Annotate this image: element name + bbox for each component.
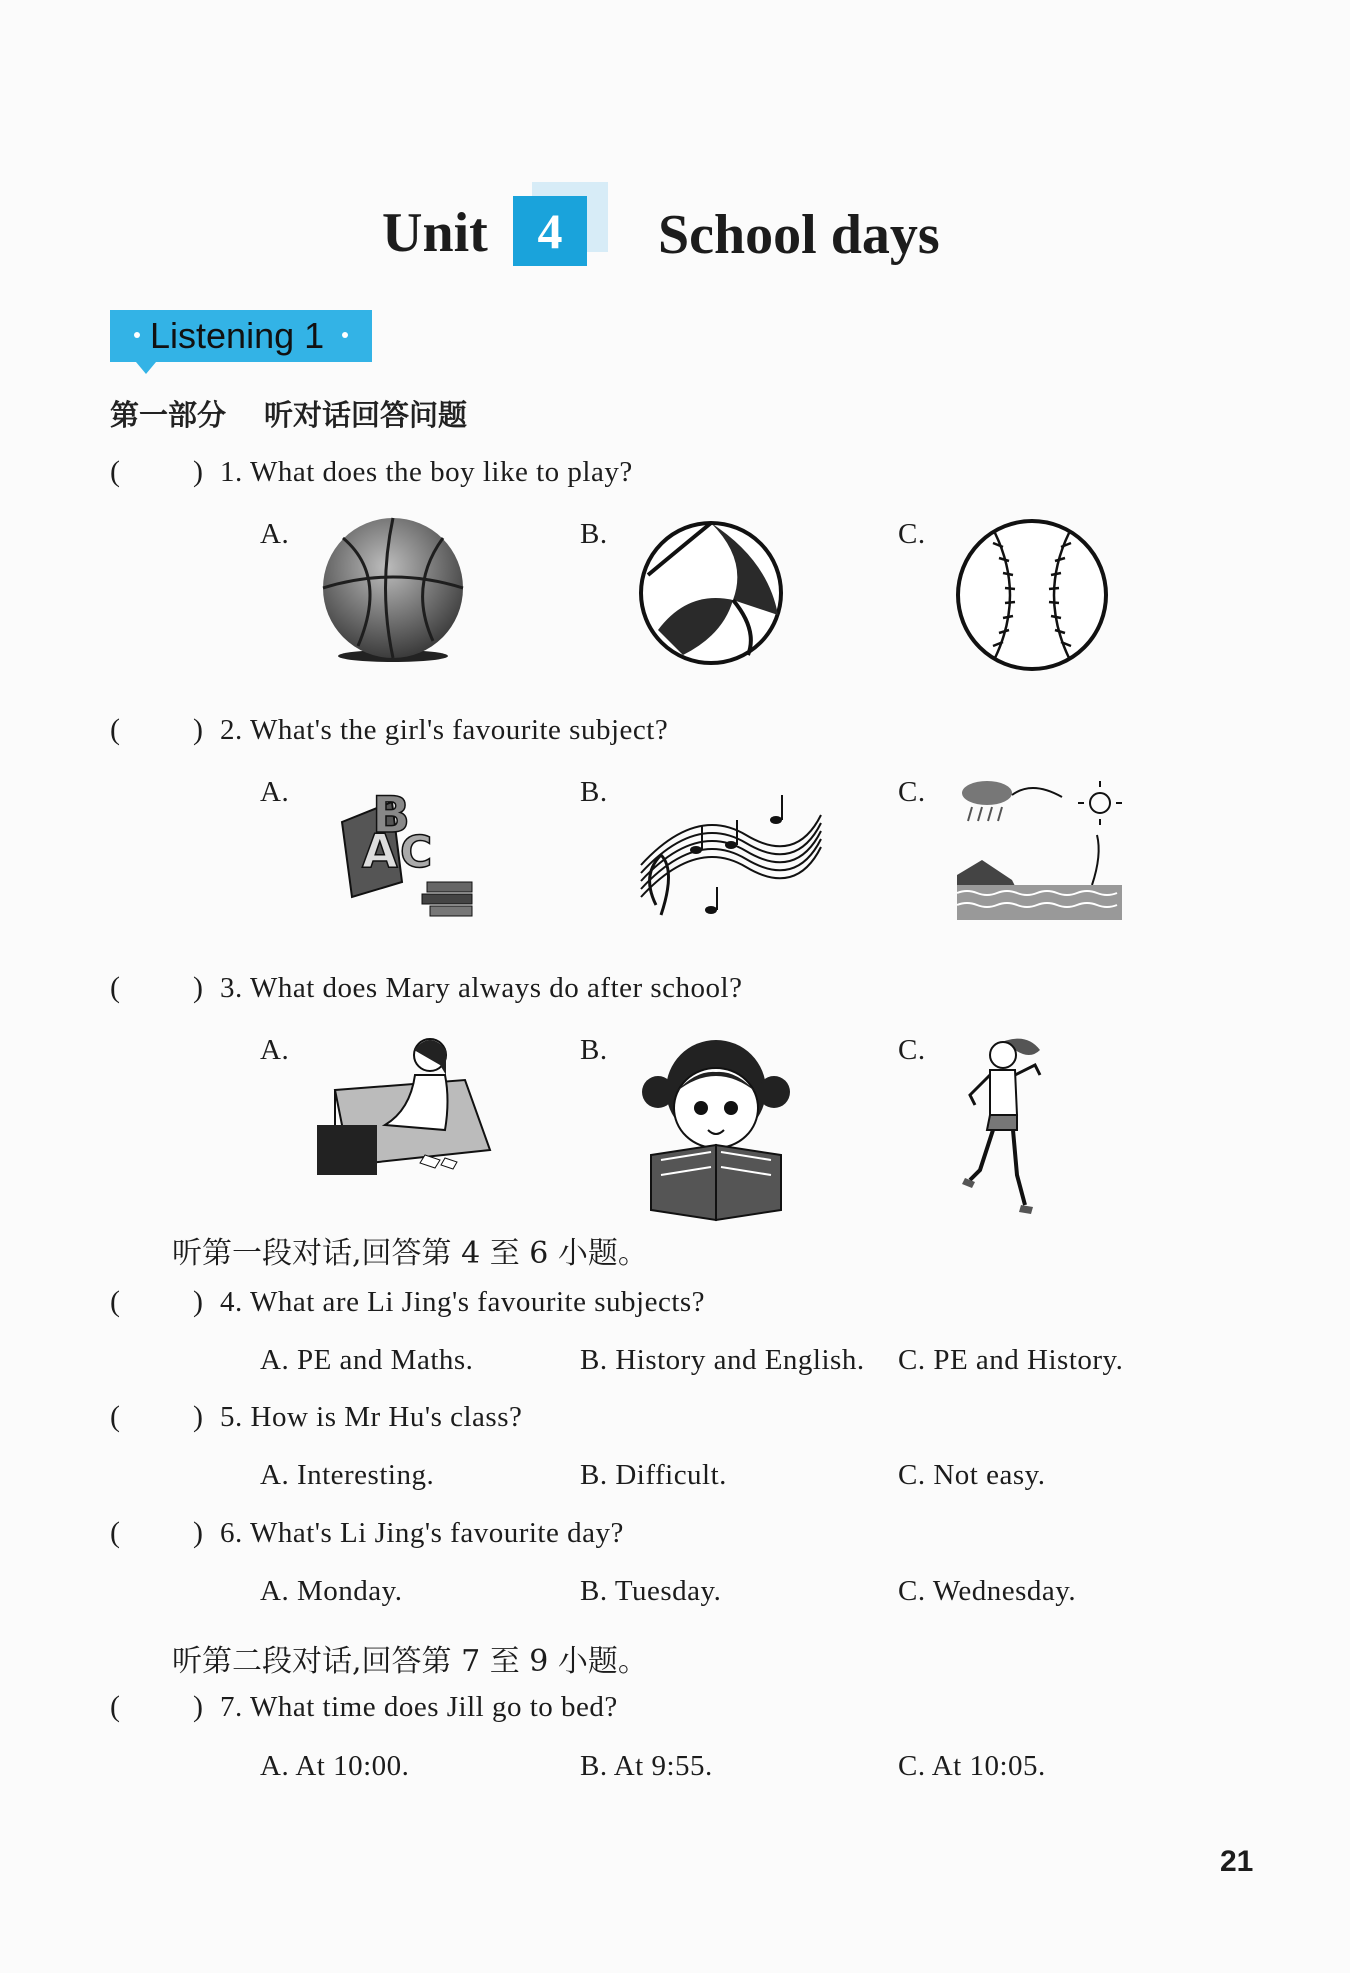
question-text: 2. What's the girl's favourite subject? <box>220 714 669 746</box>
question-text: 5. How is Mr Hu's class? <box>220 1401 523 1433</box>
dialogue-1-instruction: 听第一段对话,回答第 4 至 6 小题。 <box>172 1236 648 1271</box>
option-letter-b: B. <box>580 776 608 808</box>
section-heading <box>110 393 467 434</box>
unit-word: Unit <box>382 202 488 264</box>
answer-paren-close: ) <box>193 1400 203 1433</box>
answer-blank-4[interactable] <box>128 1282 188 1322</box>
girl-watching-tv-icon <box>315 1030 500 1175</box>
unit-number-badge: 4 <box>513 196 587 266</box>
answer-blank-6[interactable] <box>128 1513 188 1553</box>
option-letter-c: C. <box>898 1034 926 1066</box>
question-text: 6. What's Li Jing's favourite day? <box>220 1517 624 1549</box>
option-letter-b: B. <box>580 518 608 550</box>
option-letter-a: A. <box>260 518 290 550</box>
option-a[interactable]: A. Interesting. <box>260 1459 435 1491</box>
water-cycle-icon <box>952 775 1122 920</box>
tag-dot-left <box>134 332 140 338</box>
answer-paren-open: ( <box>110 1516 120 1549</box>
option-b[interactable]: B. Tuesday. <box>580 1575 722 1607</box>
answer-blank-7[interactable] <box>128 1687 188 1727</box>
answer-blank-2[interactable] <box>128 710 188 750</box>
answer-paren-close: ) <box>193 455 203 488</box>
option-letter-a: A. <box>260 776 290 808</box>
option-letter-a: A. <box>260 1034 290 1066</box>
answer-paren-close: ) <box>193 1516 203 1549</box>
basketball-icon <box>318 516 468 666</box>
answer-paren-open: ( <box>110 1400 120 1433</box>
girl-reading-book-icon <box>636 1030 796 1220</box>
answer-paren-close: ) <box>193 1690 203 1723</box>
answer-paren-open: ( <box>110 971 120 1004</box>
answer-paren-close: ) <box>193 971 203 1004</box>
page-number: 21 <box>1220 1845 1254 1878</box>
answer-blank-1[interactable] <box>128 452 188 492</box>
svg-text:C: C <box>400 827 433 878</box>
option-a[interactable]: A. PE and Maths. <box>260 1344 474 1376</box>
answer-paren-open: ( <box>110 713 120 746</box>
question-text: 7. What time does Jill go to bed? <box>220 1691 618 1723</box>
listening-tag <box>110 310 372 362</box>
alphabet-books-icon <box>322 772 482 927</box>
baseball-icon <box>955 518 1109 672</box>
question-text: 1. What does the boy like to play? <box>220 456 633 488</box>
option-b[interactable]: B. Difficult. <box>580 1459 727 1491</box>
svg-text:A: A <box>362 824 398 878</box>
tag-dot-right <box>342 332 348 338</box>
option-c[interactable]: C. At 10:05. <box>898 1750 1046 1782</box>
option-b[interactable]: B. At 9:55. <box>580 1750 713 1782</box>
girl-running-icon <box>955 1030 1045 1220</box>
dialogue-2-instruction: 听第二段对话,回答第 7 至 9 小题。 <box>172 1644 648 1679</box>
section-instruction: 听对话回答问题 <box>264 398 468 432</box>
listening-tag-tail <box>136 362 156 374</box>
svg-text:B: B <box>372 786 411 844</box>
option-a[interactable]: A. At 10:00. <box>260 1750 410 1782</box>
answer-paren-close: ) <box>193 713 203 746</box>
listening-tag-label: Listening 1 <box>150 315 325 356</box>
answer-paren-open: ( <box>110 1285 120 1318</box>
answer-paren-open: ( <box>110 1690 120 1723</box>
question-text: 4. What are Li Jing's favourite subjects? <box>220 1286 706 1318</box>
answer-paren-open: ( <box>110 455 120 488</box>
question-text: 3. What does Mary always do after school? <box>220 972 743 1004</box>
option-c[interactable]: C. Not easy. <box>898 1459 1046 1491</box>
volleyball-icon <box>638 520 784 666</box>
answer-blank-5[interactable] <box>128 1397 188 1437</box>
option-letter-c: C. <box>898 518 926 550</box>
answer-blank-3[interactable] <box>128 968 188 1008</box>
option-a[interactable]: A. Monday. <box>260 1575 403 1607</box>
section-part: 第一部分 <box>110 398 227 432</box>
option-c[interactable]: C. Wednesday. <box>898 1575 1077 1607</box>
option-c[interactable]: C. PE and History. <box>898 1344 1124 1376</box>
music-notes-icon <box>636 775 826 920</box>
option-letter-b: B. <box>580 1034 608 1066</box>
unit-topic: School days <box>658 204 940 266</box>
option-letter-c: C. <box>898 776 926 808</box>
answer-paren-close: ) <box>193 1285 203 1318</box>
option-b[interactable]: B. History and English. <box>580 1344 865 1376</box>
